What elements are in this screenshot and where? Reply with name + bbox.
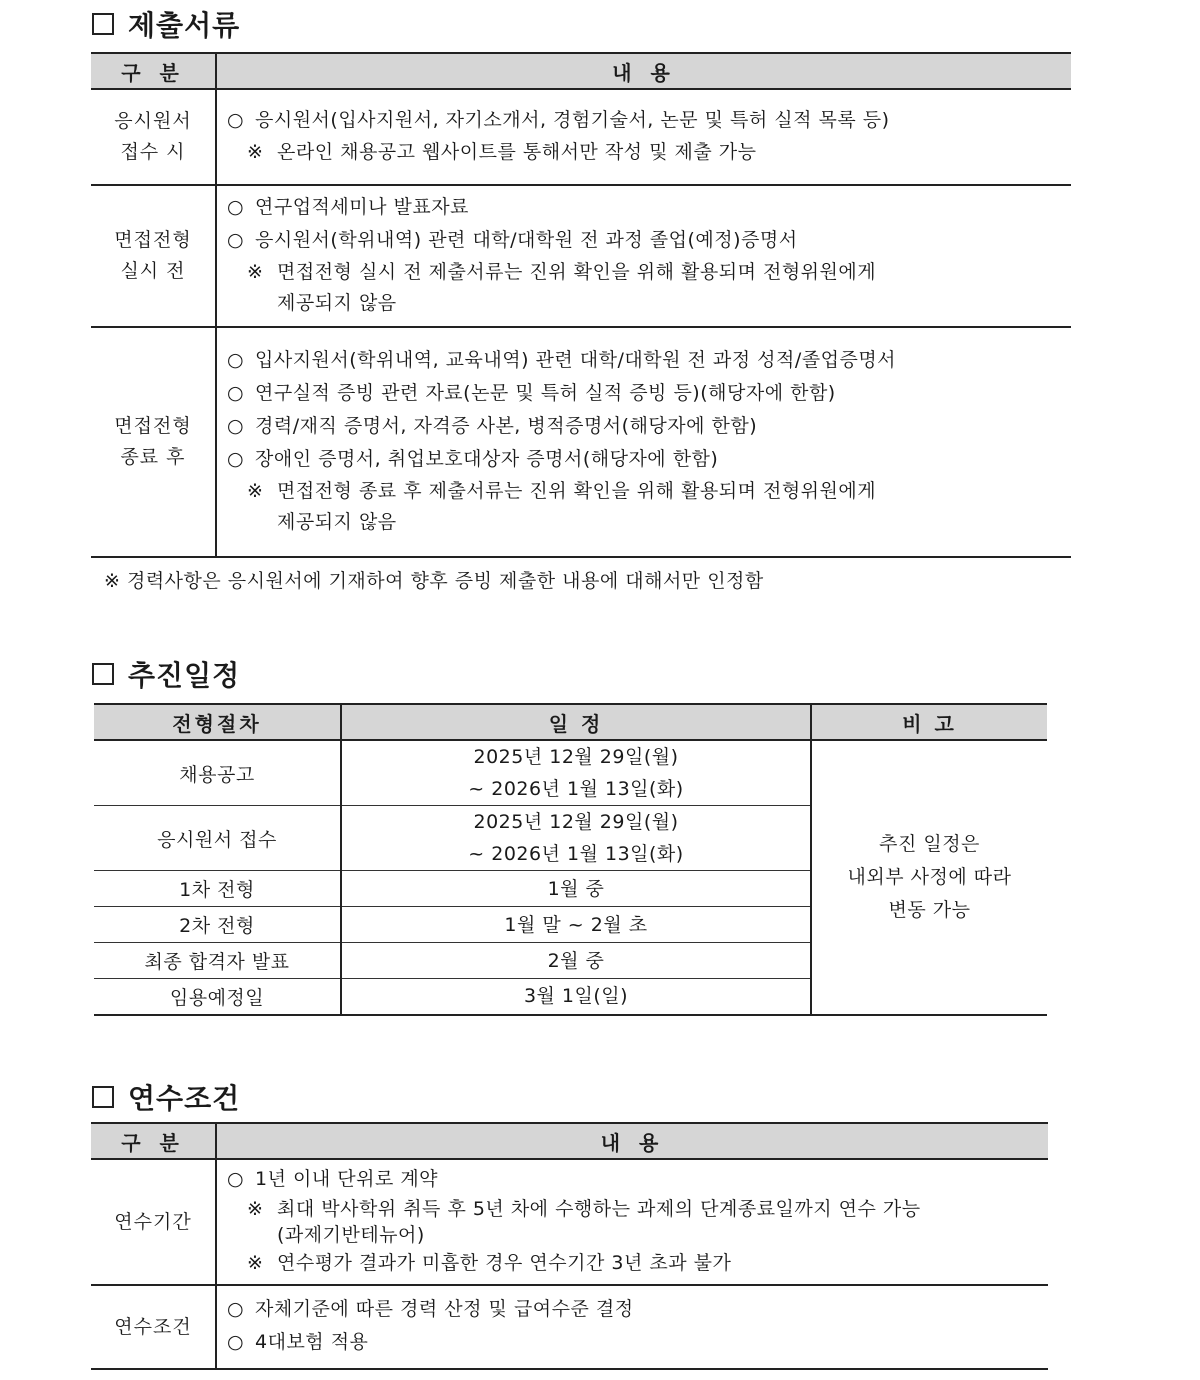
- list-item: [227, 1293, 1038, 1326]
- bullet-icon: ○: [227, 109, 245, 131]
- note-mark: ※: [247, 480, 264, 502]
- bullet-icon: ○: [227, 229, 245, 251]
- category-line: 종료 후: [120, 446, 186, 468]
- list-item: [227, 191, 1061, 224]
- note-mark: ※: [247, 141, 264, 163]
- header-category: 구 분: [91, 1123, 216, 1159]
- table-row: [91, 327, 1071, 557]
- header-remark: 비 고: [811, 704, 1047, 740]
- note: [227, 257, 1061, 319]
- list-item: [227, 377, 1061, 410]
- note-mark: ※: [247, 261, 264, 283]
- schedule-table: [94, 703, 1047, 1016]
- footnote: ※ 경력사항은 응시원서에 기재하여 향후 증빙 제출한 내용에 대해서만 인정함: [104, 570, 764, 592]
- list-item: [227, 410, 1061, 443]
- category-line: 면접전형: [114, 415, 192, 437]
- header-content: 내 용: [216, 1123, 1048, 1159]
- row-content: [216, 1159, 1048, 1285]
- remark-line: 변동 가능: [888, 898, 971, 921]
- step-cell: 최종 합격자 발표: [94, 943, 341, 979]
- item-text: 1년 이내 단위로 계약: [255, 1167, 439, 1190]
- date-cell: 3월 1일(일): [341, 979, 811, 1015]
- row-category: 연수기간: [91, 1159, 216, 1285]
- bullet-icon: ○: [227, 415, 245, 437]
- date-cell: 2월 중: [341, 943, 811, 979]
- row-category: [91, 89, 216, 185]
- step-cell: 1차 전형: [94, 871, 341, 907]
- bullet-icon: ○: [227, 196, 245, 218]
- step-cell: 채용공고: [94, 740, 341, 806]
- item-text: 응시원서(입사지원서, 자기소개서, 경험기술서, 논문 및 특허 실적 목록 등): [255, 109, 890, 131]
- item-text: 4대보험 적용: [255, 1331, 369, 1353]
- row-category: [91, 185, 216, 327]
- date-line: ~ 2026년 1월 13일(화): [468, 843, 684, 865]
- note-text: 면접전형 실시 전 제출서류는 진위 확인을 위해 활용되며 전형위원에게: [277, 261, 877, 283]
- header-category: 구 분: [91, 53, 216, 89]
- note-text: 제공되지 않음: [277, 511, 397, 533]
- note-text: 면접전형 종료 후 제출서류는 진위 확인을 위해 활용되며 전형위원에게: [277, 480, 877, 502]
- category-line: 응시원서: [114, 110, 192, 132]
- item-text: 입사지원서(학위내역, 교육내역) 관련 대학/대학원 전 과정 성적/졸업증명서: [255, 349, 897, 371]
- bullet-icon: ○: [227, 382, 245, 404]
- header-content: 내 용: [216, 53, 1071, 89]
- table-row: [91, 1159, 1048, 1285]
- note-mark: ※: [247, 1251, 264, 1274]
- table-row: [91, 185, 1071, 327]
- list-item: [227, 1326, 1038, 1359]
- item-text: 연구실적 증빙 관련 자료(논문 및 특허 실적 증빙 등)(해당자에 한함): [255, 382, 836, 404]
- row-content: [216, 327, 1071, 557]
- section-title-documents: [92, 4, 240, 44]
- header-step: 전형절차: [94, 704, 341, 740]
- date-cell: 1월 중: [341, 871, 811, 907]
- bullet-icon: ○: [227, 349, 245, 371]
- date-line: ~ 2026년 1월 13일(화): [468, 778, 684, 800]
- list-item: [227, 224, 1061, 257]
- date-cell: [341, 740, 811, 806]
- section-title-text: 제출서류: [128, 9, 241, 42]
- date-line: 2025년 12월 29일(월): [473, 746, 679, 768]
- training-table: [91, 1122, 1048, 1370]
- category-line: 접수 시: [120, 141, 186, 163]
- category-line: 실시 전: [120, 260, 186, 282]
- note: [227, 1196, 1038, 1248]
- note-mark: ※: [247, 1197, 264, 1220]
- table-row: [91, 89, 1071, 185]
- bullet-icon: ○: [227, 1298, 245, 1320]
- checkbox-icon: [92, 1086, 114, 1108]
- row-content: [216, 1285, 1048, 1369]
- checkbox-icon: [92, 663, 114, 685]
- item-text: 연구업적세미나 발표자료: [255, 196, 469, 218]
- item-text: 응시원서(학위내역) 관련 대학/대학원 전 과정 졸업(예정)증명서: [255, 229, 798, 251]
- row-category: 연수조건: [91, 1285, 216, 1369]
- note: [227, 1248, 1038, 1278]
- note-text: 연수평가 결과가 미흡한 경우 연수기간 3년 초과 불가: [277, 1251, 732, 1274]
- list-item: [227, 443, 1061, 476]
- note-text: 온라인 채용공고 웹사이트를 통해서만 작성 및 제출 가능: [277, 141, 757, 163]
- bullet-icon: ○: [227, 448, 245, 470]
- item-text: 자체기준에 따른 경력 산정 및 급여수준 결정: [255, 1298, 634, 1320]
- item-text: 장애인 증명서, 취업보호대상자 증명서(해당자에 한함): [255, 448, 719, 470]
- bullet-icon: ○: [227, 1167, 245, 1190]
- note: [227, 137, 1061, 168]
- section-title-schedule: [92, 654, 240, 694]
- list-item: [227, 104, 1061, 137]
- row-category: [91, 327, 216, 557]
- checkbox-icon: [92, 13, 114, 35]
- note-text: 제공되지 않음: [277, 292, 397, 314]
- row-content: [216, 89, 1071, 185]
- category-line: 면접전형: [114, 229, 192, 251]
- header-date: 일 정: [341, 704, 811, 740]
- documents-table: [91, 52, 1071, 558]
- date-line: 2025년 12월 29일(월): [473, 811, 679, 833]
- remark-line: 내외부 사정에 따라: [847, 865, 1012, 888]
- remark-line: 추진 일정은: [879, 832, 980, 855]
- step-cell: 2차 전형: [94, 907, 341, 943]
- note-text: 최대 박사학위 취득 후 5년 차에 수행하는 과제의 단계종료일까지 연수 가능: [277, 1197, 921, 1220]
- list-item: [227, 1163, 1038, 1196]
- step-cell: 임용예정일: [94, 979, 341, 1015]
- step-cell: 응시원서 접수: [94, 806, 341, 871]
- note: [227, 476, 1061, 538]
- section-title-text: 연수조건: [128, 1082, 241, 1115]
- date-cell: [341, 806, 811, 871]
- table-row: [94, 740, 1047, 806]
- date-cell: 1월 말 ~ 2월 초: [341, 907, 811, 943]
- item-text: 경력/재직 증명서, 자격증 사본, 병적증명서(해당자에 한함): [255, 415, 758, 437]
- note-text: (과제기반테뉴어): [277, 1223, 425, 1246]
- list-item: [227, 344, 1061, 377]
- bullet-icon: ○: [227, 1331, 245, 1353]
- section-title-text: 추진일정: [128, 659, 241, 692]
- row-content: [216, 185, 1071, 327]
- remark-cell: [811, 740, 1047, 1015]
- table-row: [91, 1285, 1048, 1369]
- section-title-training: [92, 1077, 240, 1117]
